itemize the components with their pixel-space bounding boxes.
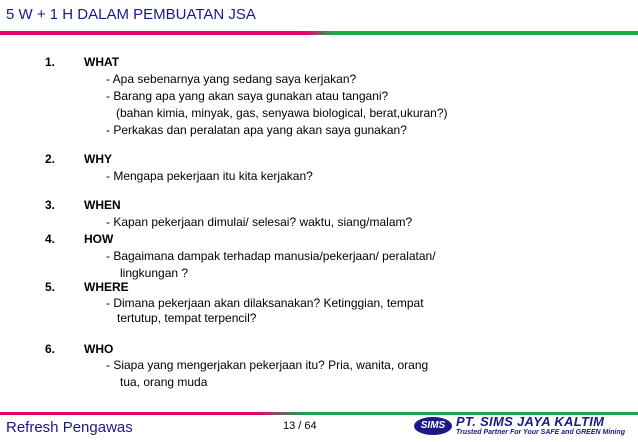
item-number: 5. [45, 280, 56, 294]
item-line: - Dimana pekerjaan akan dilaksanakan? Ketinggian, tempat [106, 296, 424, 310]
logo-tagline: Trusted Partner For Your SAFE and GREEN Mining [456, 429, 626, 436]
item-label-why: WHY [84, 152, 112, 166]
item-number: 4. [45, 232, 56, 246]
item-number: 1. [45, 55, 56, 69]
item-label-where: WHERE [84, 280, 129, 294]
logo-badge: SIMS [414, 417, 452, 435]
footer-title: Refresh Pengawas [6, 419, 133, 436]
item-number: 6. [45, 342, 56, 356]
item-line: - Bagaimana dampak terhadap manusia/pekerjaan/ peralatan/ [106, 249, 436, 263]
page-number: 13 / 64 [283, 420, 317, 432]
item-line: tua, orang muda [120, 375, 208, 389]
slide-title: 5 W + 1 H DALAM PEMBUATAN JSA [6, 6, 256, 23]
company-logo [414, 414, 634, 440]
item-label-what: WHAT [84, 55, 120, 69]
item-number: 3. [45, 198, 56, 212]
item-line: (bahan kimia, minyak, gas, senyawa biological, berat,ukuran?) [116, 106, 448, 120]
item-label-who: WHO [84, 342, 114, 356]
item-line: - Barang apa yang akan saya gunakan atau tangani? [106, 89, 389, 103]
item-line: tertutup, tempat terpencil? [117, 311, 257, 325]
item-label-how: HOW [84, 232, 114, 246]
item-line: - Kapan pekerjaan dimulai/ selesai? waktu, siang/malam? [106, 215, 413, 229]
item-line: - Apa sebenarnya yang sedang saya kerjakan? [106, 72, 357, 86]
item-number: 2. [45, 152, 56, 166]
logo-company-name: PT. SIMS JAYA KALTIM [456, 414, 605, 429]
item-line: - Perkakas dan peralatan apa yang akan saya gunakan? [106, 123, 407, 137]
item-line: lingkungan ? [120, 266, 189, 280]
item-line: - Siapa yang mengerjakan pekerjaan itu? Pria, wanita, orang [106, 358, 429, 372]
item-label-when: WHEN [84, 198, 121, 212]
item-line: - Mengapa pekerjaan itu kita kerjakan? [106, 169, 313, 183]
